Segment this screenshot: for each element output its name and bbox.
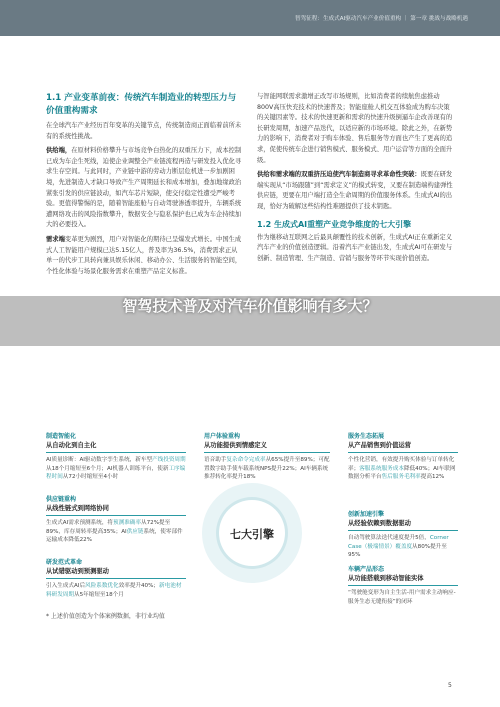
section-title-1-2: 1.2 生成式AI重塑产业竞争维度的七大引擎 [257,219,412,229]
card-category: 制造智能化 [46,433,77,440]
card-manufacturing [46,432,186,482]
card-category: 车辆产品形态 [348,566,385,573]
page-number: 5 [448,682,452,689]
intro-paragraph: 在全球汽车产业经历百年变革的关键节点，传统制造商正面临着前所未有的系统性挑战。 [46,122,242,140]
desc-text: 从80%提升至95% [348,543,447,559]
right-paragraph-3: 作为继移动互联网之后最具颠覆性的技术创新，生成式AI正在重新定义汽车产业的价值创造逻辑。沿着汽车产业链出发，生成式AI可在研发与创新、制造管理、生产制造、营销与服务等环节实现价值创造。 [257,233,453,262]
right-column [257,92,453,268]
desc-text: 从18个月缩短至6个月；AI机器人训练平台，使新 [46,465,169,472]
desc-text: 从65%提升至89%；可配置数字助手使车载系统NPS提升22%；AI车辆 [204,457,330,472]
card-category: 服务生态拓展 [348,433,385,440]
card-subtitle: 从线性链式到网络协同 [46,504,186,516]
demand-text: 变革更为剧烈，用户对智能化的期待已呈爆发式增长。中国生成式人工智能用户规模已达5.15亿人，普及率为36.5%，消费需求正从单一的代步工具转向兼具娱乐休闲、移动办公、生活服务的智能空间，个性化体验与场景化服务需求在重塑产品定义标准。 [46,235,242,275]
card-user-experience [204,432,330,482]
left-column [46,92,242,281]
card-subtitle: 从自动化到自主化 [46,441,186,453]
card-subtitle: 从试错驱动到预测驱动 [46,567,186,579]
desc-highlight: 产线投资周期 [152,457,186,463]
running-title: 智驾征程：生成式AI驱动汽车产业价值重构 ｜ 第一章 挑战与战略机遇 [294,16,468,22]
card-description [46,519,186,545]
desc-highlight: 新电池材料研发周期 [46,583,182,598]
desc-highlight: 工序编程时间 [46,465,186,481]
demand-paragraph [46,235,242,277]
card-rd [46,558,186,599]
card-description [348,456,458,482]
right-paragraph-2-text: 既要在研发端实现从“市场跟随”到“需求定义”的模式转变，又要在制造端构建弹性供应链，更要在用户端打造全生命周期的价值服务体系。生成式AI的出现，恰好为破解这些结构性难题提供了技术钥匙。 [257,171,453,210]
desc-highlight: 客服系统服务成本 [359,465,404,472]
engine-label: 七大引擎 [230,528,274,541]
card-innovation [348,510,458,560]
desc-text: 自动驾驶算法迭代速度提升5倍， [348,535,430,541]
demand-label: 需求端 [46,235,65,243]
desc-highlight: 复杂命令完成率 [226,457,266,463]
desc-text: 从72小时缩短至4小时 [62,474,119,481]
desc-text: 效率提升40%； [118,583,160,589]
card-subtitle: 从产品销售到价值运营 [348,441,458,453]
desc-highlight: 预测准确率 [113,520,141,526]
desc-text: 从72%提至89%，库存周转率提高35%；AI [46,520,171,535]
card-description [204,456,330,482]
card-description [348,534,458,560]
desc-text: 从5年缩短至18个月 [73,591,124,598]
desc-highlight: 售后服务毛利率 [381,474,421,481]
supply-paragraph [46,146,242,231]
seven-engines-diagram [202,483,302,583]
card-category: 供应链重构 [46,496,77,503]
card-description: “驾驶舱变形为自主生活-用户需求主动响应-服务生态无缝衔接”的闭环 [348,590,456,605]
card-service-ecosystem [348,432,458,482]
header-bar [0,0,500,36]
desc-highlight: Corner Case（极端情景）覆盖度 [348,535,449,550]
desc-highlight: 供应链 [126,528,144,535]
desc-text: 系统推荐转化率提升18% [204,465,329,481]
supply-text: 在原材料价格攀升与市场竞争白热化的双重压力下，成本控制已成为车企生死线，迫使企业调整全产业链流程再造与研发投入优化寻求生存空间。与此同时，产业链中游的劳动力断层危机进一步加剧困境，先进制造人才缺口导致产生产周期延长和成本增加，叠加地缘政治紧张引发的供应链波动，如汽车芯片短缺，使交付稳定性遭受严峻考验。更值得警惕的是，随着智能座舱与自动驾驶渗透率提升，车辆系统遭网络攻击的风险指数攀升，数据安全与隐私保护也已成为车企持续加大的必要投入。 [46,147,242,229]
footnote: * 上述价值创造为个体案例数据，非行业均值 [46,613,165,620]
headline-overlay [0,296,500,346]
card-subtitle: 从功能提供到情感定义 [204,441,330,453]
card-subtitle: 从功能搭载到移动智能实体 [348,574,458,586]
section-title-1-1: 1.1 产业变革前夜：传统汽车制造业的转型压力与价值重构需求 [46,93,237,116]
right-paragraph-1: 与智能网联需求激增正改写市场规则，比如消费者的续航焦虑推动800V高压快充技术的快速普及；智能座舱人机交互体验成为购车决策的关键因素等。技术的快速更新和需求的快速升级倒逼车企改善现有的长研发周期，加速产品迭代，以适应新的市场环境。除此之外，在新势力的影响下，消费者对于购车体验、售后服务等方面也产生了更高的追求，促使传统车企进行销售模式、服务模式、用户运营等方面的全面升级。 [257,93,453,164]
card-category: 研发范式革命 [46,559,83,566]
overlay-headline: 智驾技术普及对汽车价值影响有多大？ [122,297,378,315]
card-subtitle: 从经验依赖到数据驱动 [348,519,458,531]
right-paragraph-2 [257,170,453,212]
desc-text: AI质量诊断：AI驱动数字孪生系统，新车型 [46,457,153,463]
desc-text: 降低40%；AI车联网数据分析平台 [348,465,456,481]
desc-text: 个性化营销，有效提升购买体验与订单转化率； [348,457,455,472]
card-category: 用户体验重构 [204,433,241,440]
desc-text: 引入生成式AI后 [46,583,86,589]
card-vehicle-form [348,565,458,606]
card-category: 创新加速引擎 [348,511,385,518]
desc-text: 提高12% [420,474,445,481]
card-supply-chain [46,495,186,545]
card-description [46,582,186,599]
supply-label: 供给端， [46,147,72,155]
bold-lead: 供给和需求端的双重挤压迫使汽车制造商寻求革命性突破： [257,171,421,179]
desc-text: 生成式AI需求预测系统，将 [46,520,114,526]
desc-highlight: 风险系数优化 [85,583,119,589]
desc-text: 系统，使零部件运输成本降低22% [46,528,183,544]
desc-text: 语音助手 [204,457,227,463]
card-description [46,456,186,482]
